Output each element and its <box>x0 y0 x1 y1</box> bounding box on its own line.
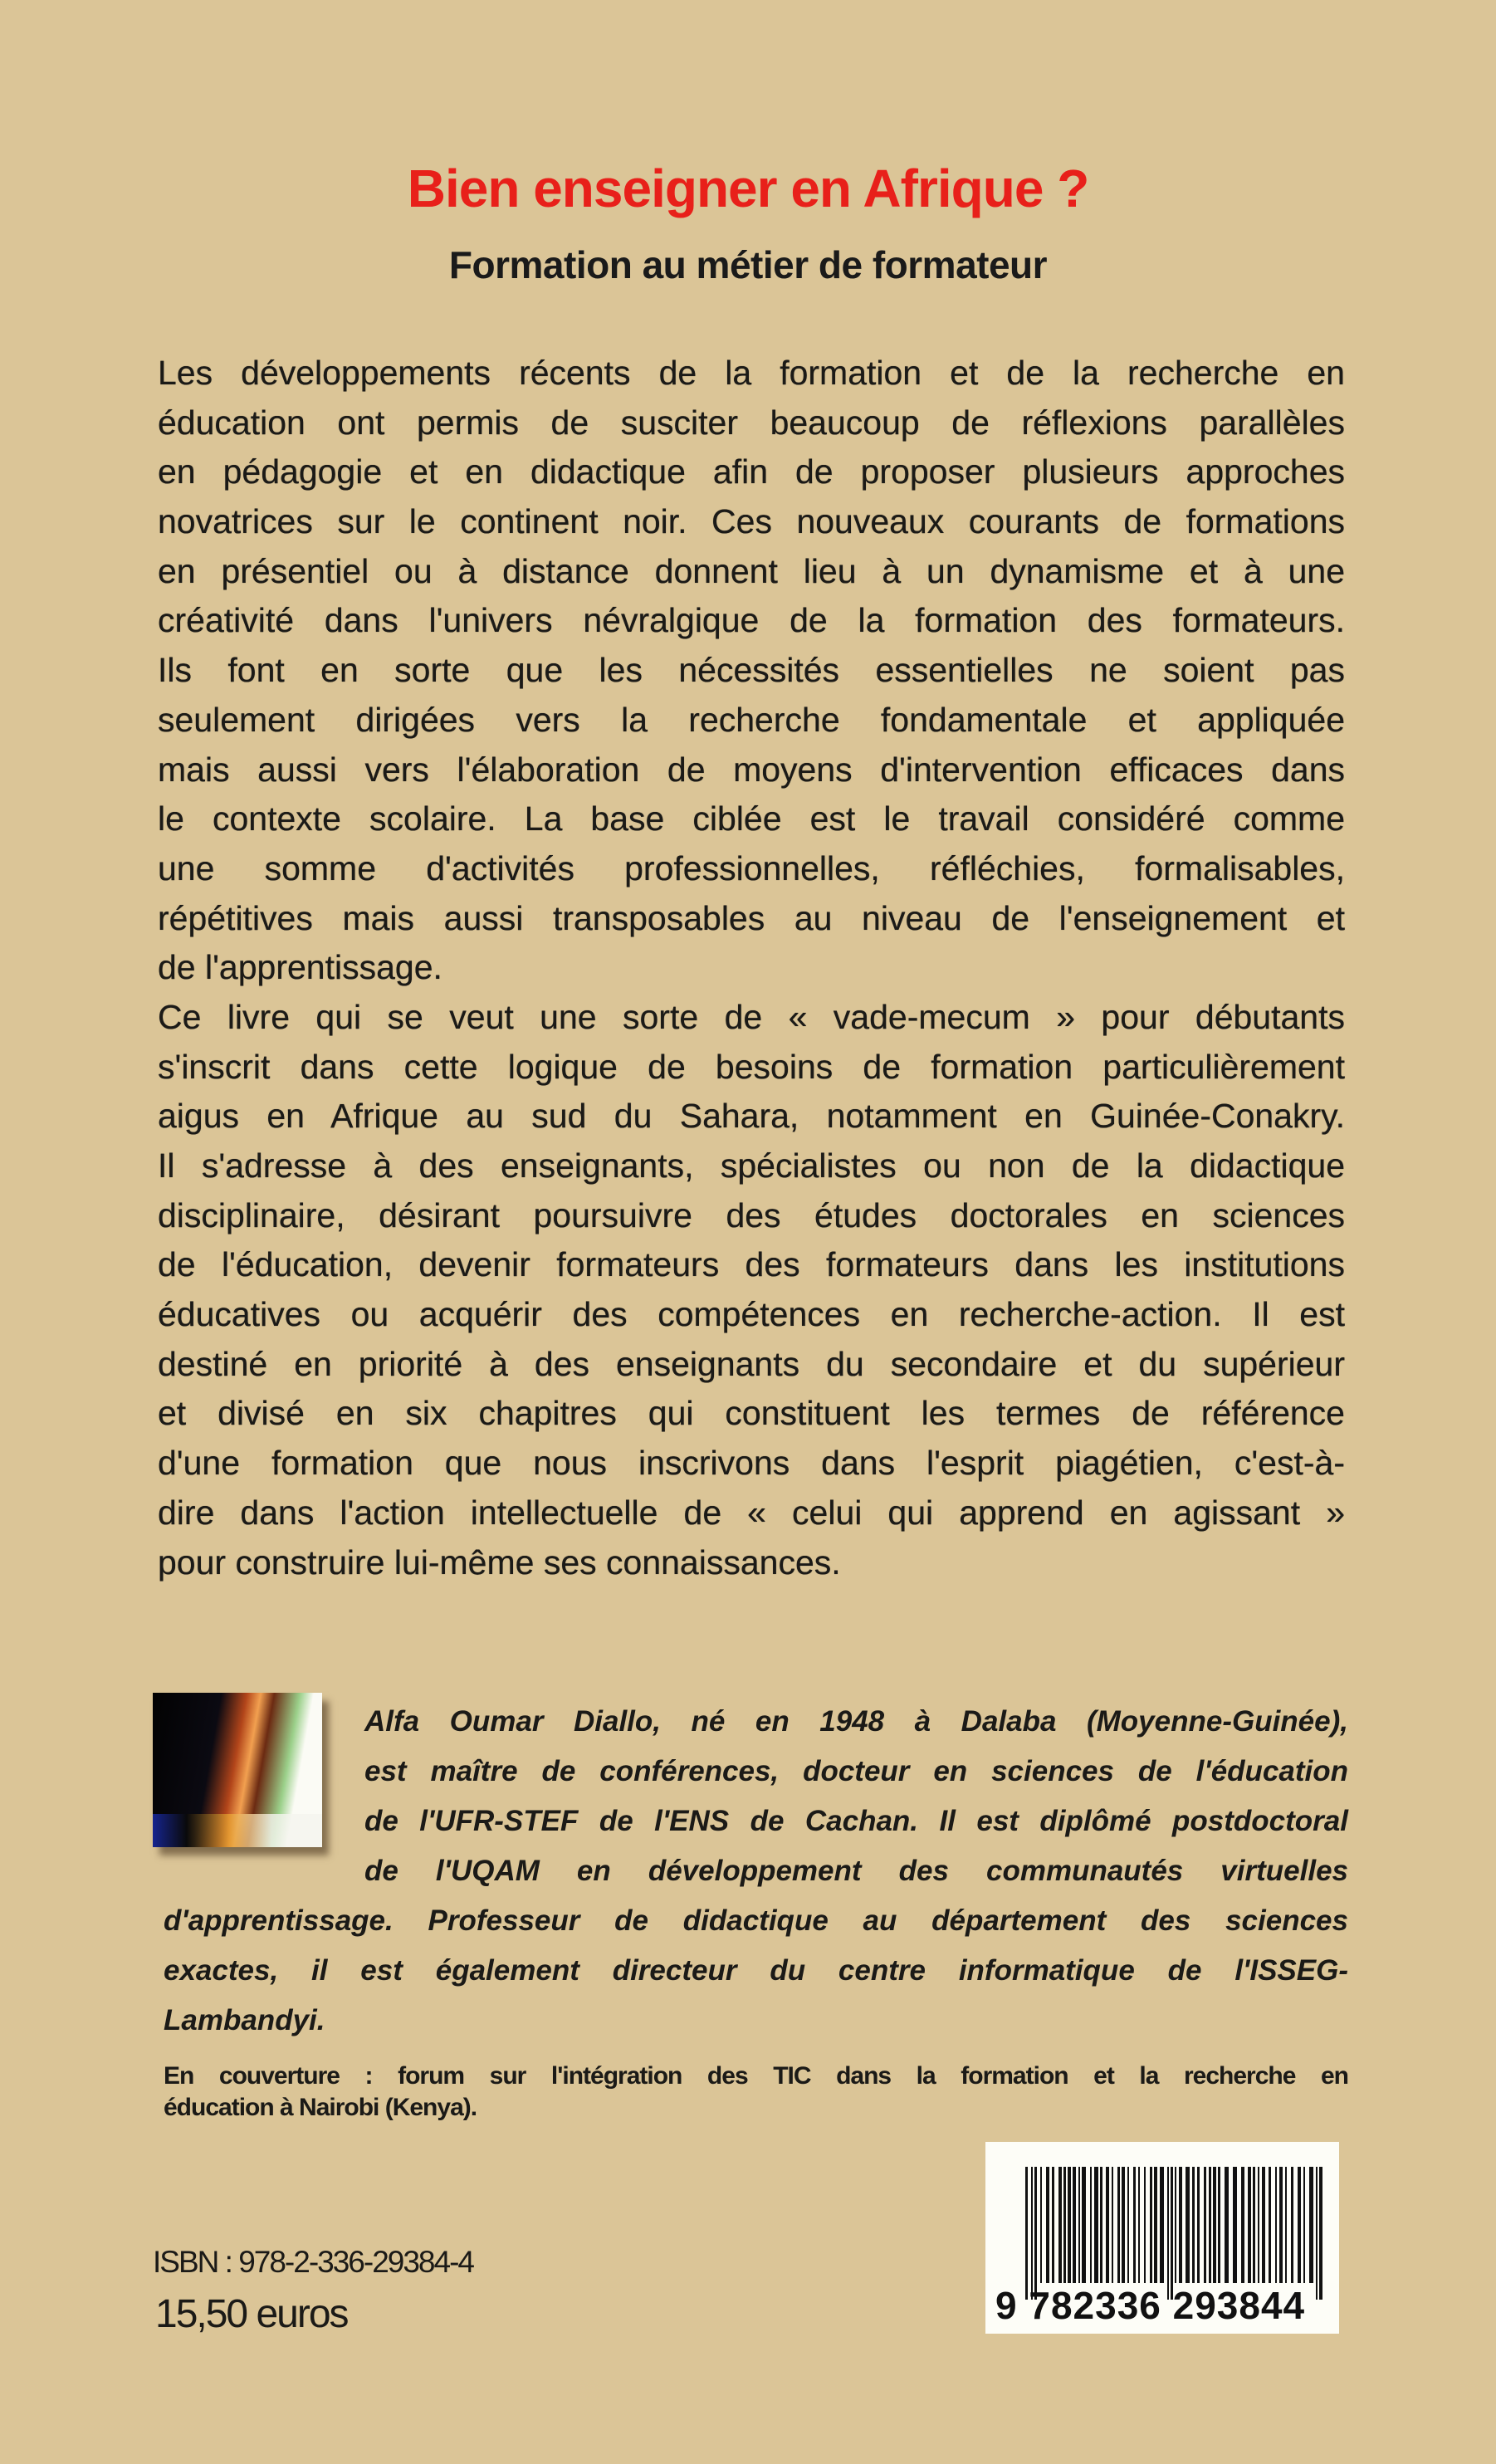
text-line: une somme d'activités professionnelles, réfléchies, formalisables, <box>158 848 1345 887</box>
text-line: destiné en priorité à des enseignants du secondaire et du supérieur <box>158 1344 1345 1383</box>
text-line: mais aussi vers l'élaboration de moyens d'intervention efficaces dans <box>158 750 1345 789</box>
barcode-bar <box>1175 2167 1176 2283</box>
barcode-bar <box>1144 2167 1146 2283</box>
book-title: Bien enseigner en Afrique ? <box>407 159 1089 218</box>
barcode-bar <box>1197 2167 1200 2283</box>
text-line: le contexte scolaire. La base ciblée est le travail considéré comme <box>158 799 1345 838</box>
text-line: en présentiel ou à distance donnent lieu à un dynamisme et à une <box>158 551 1345 590</box>
barcode-digits: 9 782336 293844 <box>995 2284 1306 2327</box>
text-line: éducation à Nairobi (Kenya). <box>164 2094 477 2121</box>
barcode-bar <box>1078 2167 1080 2283</box>
text-line: Ils font en sorte que les nécessités essentielles ne soient pas <box>158 651 1345 690</box>
text-line: pour construire lui-même ses connaissances. <box>158 1542 841 1582</box>
text-line: de l'UQAM en développement des communautés virtuelles <box>364 1855 1348 1887</box>
text-line: seulement dirigées vers la recherche fondamentale et appliquée <box>158 700 1345 739</box>
barcode-bar <box>1186 2167 1190 2283</box>
text-line: créativité dans l'univers névralgique de la formation des formateurs. <box>158 601 1345 640</box>
barcode-bar <box>1316 2167 1318 2300</box>
barcode-bar <box>1150 2167 1152 2283</box>
text-line: de l'éducation, devenir formateurs des formateurs dans les institutions <box>158 1245 1345 1284</box>
barcode-bar <box>1303 2167 1305 2283</box>
text-line: répétitives mais aussi transposables au niveau de l'enseignement et <box>158 898 1345 937</box>
barcode-bar <box>1275 2167 1277 2283</box>
text-line: d'une formation que nous inscrivons dans l'esprit piagétien, c'est-à- <box>158 1444 1345 1483</box>
barcode <box>985 2142 1339 2334</box>
text-line: de l'apprentissage. <box>158 948 442 987</box>
barcode-bar <box>1262 2167 1265 2283</box>
barcode-bar <box>1167 2167 1169 2300</box>
barcode-bar <box>1100 2167 1102 2283</box>
barcode-bar <box>1209 2167 1211 2283</box>
text-line: En couverture : forum sur l'intégration des TIC dans la formation et la recherche en <box>164 2062 1348 2090</box>
text-line: Il s'adresse à des enseignants, spécialistes ou non de la didactique <box>158 1146 1345 1185</box>
text-line: s'inscrit dans cette logique de besoins de formation particulièrement <box>158 1047 1345 1086</box>
barcode-bar <box>1068 2167 1071 2283</box>
barcode-bar <box>1025 2167 1028 2300</box>
barcode-bar <box>1094 2167 1098 2283</box>
text-line: novatrices sur le continent noir. Ces nouveaux courants de formations <box>158 502 1345 541</box>
barcode-bar <box>1298 2167 1301 2283</box>
text-line: exactes, il est également directeur du centre informatique de l'ISSEG- <box>164 1954 1348 1987</box>
text-line: éducation ont permis de susciter beaucoup de réflexions parallèles <box>158 403 1345 442</box>
text-line: Ce livre qui se veut une sorte de « vade-mecum » pour débutants <box>158 997 1345 1036</box>
barcode-bar <box>1269 2167 1271 2283</box>
barcode-bar <box>1117 2167 1120 2283</box>
text-line: dire dans l'action intellectuelle de « celui qui apprend en agissant » <box>158 1493 1345 1532</box>
barcode-bar <box>1258 2167 1259 2283</box>
barcode-bar <box>1112 2167 1113 2283</box>
barcode-bar <box>1052 2167 1054 2283</box>
barcode-bar <box>1090 2167 1092 2283</box>
barcode-bar <box>1138 2167 1140 2283</box>
barcode-bar <box>1031 2167 1033 2300</box>
barcode-bar <box>1233 2167 1237 2283</box>
cover-credit-note <box>164 2061 1348 2124</box>
barcode-bar <box>1122 2167 1125 2283</box>
text-line: Alfa Oumar Diallo, né en 1948 à Dalaba (Moyenne-Guinée), <box>364 1705 1348 1738</box>
text-line: d'apprentissage. Professeur de didactique au département des sciences <box>164 1904 1348 1937</box>
barcode-bar <box>1218 2167 1220 2283</box>
author-bio <box>164 1697 1348 2046</box>
book-subtitle: Formation au métier de formateur <box>448 243 1048 286</box>
barcode-bar <box>1133 2167 1136 2283</box>
barcode-bar <box>1154 2167 1157 2283</box>
isbn: ISBN : 978-2-336-29384-4 <box>153 2245 473 2279</box>
barcode-bar <box>1073 2167 1076 2283</box>
barcode-bar <box>1179 2167 1182 2283</box>
barcode-bar <box>1291 2167 1293 2283</box>
text-line: et divisé en six chapitres qui constituent les termes de référence <box>158 1394 1345 1433</box>
text-line: disciplinaire, désirant poursuivre des études doctorales en sciences <box>158 1195 1345 1234</box>
barcode-bar <box>1248 2167 1251 2283</box>
barcode-bar <box>1319 2167 1322 2300</box>
barcode-bar <box>1204 2167 1206 2283</box>
text-line: Lambandyi. <box>164 2004 325 2036</box>
barcode-bar <box>1309 2167 1313 2283</box>
barcode-bar <box>1160 2167 1164 2283</box>
barcode-bar <box>1034 2167 1037 2300</box>
blurb-text <box>158 349 1345 1587</box>
text-line: éducatives ou acquérir des compétences en recherche-action. Il est <box>158 1295 1345 1334</box>
barcode-bar <box>1040 2167 1042 2283</box>
barcode-bar <box>1127 2167 1129 2283</box>
barcode-bar <box>1192 2167 1195 2283</box>
barcode-bar <box>1279 2167 1283 2283</box>
barcode-bar <box>1241 2167 1244 2283</box>
barcode-bar <box>1082 2167 1086 2283</box>
text-line: de l'UFR-STEF de l'ENS de Cachan. Il est diplômé postdoctoral <box>364 1805 1348 1837</box>
barcode-bar <box>1285 2167 1287 2283</box>
text-line: est maître de conférences, docteur en sciences de l'éducation <box>364 1755 1348 1787</box>
barcode-bar <box>1046 2167 1049 2283</box>
barcode-bar <box>1213 2167 1216 2283</box>
price: 15,50 euros <box>155 2292 348 2336</box>
barcode-bar <box>1171 2167 1173 2300</box>
barcode-bar <box>1253 2167 1255 2283</box>
barcode-bar <box>1106 2167 1109 2283</box>
text-line: Les développements récents de la formation et de la recherche en <box>158 354 1345 392</box>
barcode-bar <box>1058 2167 1062 2283</box>
text-line: aigus en Afrique au sud du Sahara, notamment en Guinée-Conakry. <box>158 1097 1345 1136</box>
barcode-bar <box>1063 2167 1066 2283</box>
text-line: en pédagogie et en didactique afin de proposer plusieurs approches <box>158 452 1345 491</box>
barcode-bar <box>1225 2167 1229 2283</box>
